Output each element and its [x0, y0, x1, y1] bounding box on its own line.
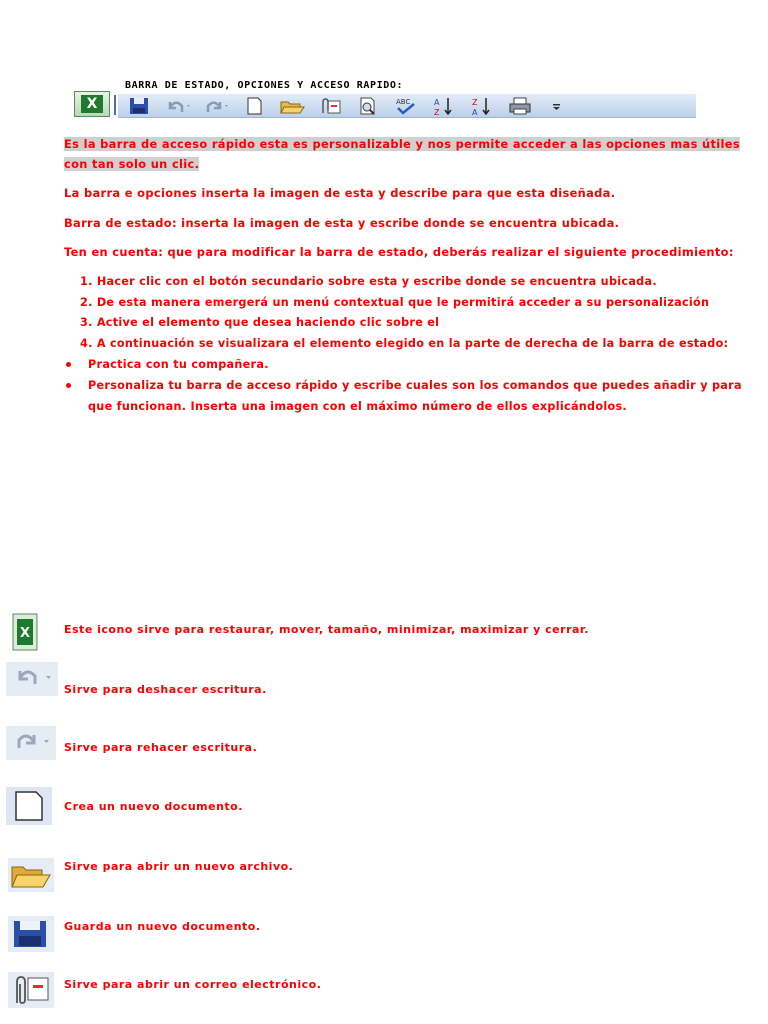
- step-4: 4. A continuación se visualizara el elemento elegido en la parte de derecha de la barra de estado:: [80, 337, 729, 350]
- undo-icon: [6, 662, 58, 696]
- step-2: 2. De esta manera emergerá un menú contextual que le permitirá acceder a su personalización: [80, 296, 710, 309]
- new-document-icon: [6, 787, 52, 825]
- svg-text:A: A: [472, 107, 478, 116]
- legend-save-text: Guarda un nuevo documento.: [64, 920, 261, 933]
- legend-undo-text: Sirve para deshacer escritura.: [64, 683, 267, 696]
- bullet-marker: [66, 383, 71, 388]
- redo-icon: [200, 96, 232, 116]
- open-folder-icon: [8, 858, 54, 892]
- section-heading: BARRA DE ESTADO, OPCIONES Y ACCESO RAPIDO:: [125, 80, 404, 91]
- intro-paragraph: [64, 134, 740, 174]
- bullet-item-2-continued: que funcionan. Inserta una imagen con el máximo número de ellos explicándolos.: [88, 400, 627, 413]
- excel-window-icon: [12, 613, 38, 651]
- bullet-item-1: Practica con tu compañera.: [88, 358, 269, 371]
- bullet-marker: [66, 362, 71, 367]
- step-1: 1. Hacer clic con el botón secundario sobre esta y escribe donde se encuentra ubicada.: [80, 275, 657, 288]
- save-icon: [124, 96, 156, 116]
- svg-text:Z: Z: [434, 107, 440, 116]
- legend-redo-text: Sirve para rehacer escritura.: [64, 741, 258, 754]
- toolbar-separator: [114, 95, 116, 115]
- svg-text:Z: Z: [472, 97, 478, 107]
- attach-email-icon: [314, 96, 346, 116]
- save-icon: [8, 916, 54, 952]
- paragraph-status-bar: Barra de estado: inserta la imagen de esta y escribe donde se encuentra ubicada.: [64, 216, 620, 230]
- bullet-item-2: Personaliza tu barra de acceso rápido y escribe cuales son los comandos que puedes añadir y para: [88, 379, 742, 392]
- attach-email-icon: [8, 972, 54, 1008]
- spelling-icon: [390, 96, 422, 116]
- customize-dropdown-icon: [542, 96, 574, 116]
- quick-access-toolbar: [118, 94, 696, 118]
- svg-text:X: X: [20, 626, 31, 641]
- legend-excel-window-text: Este icono sirve para restaurar, mover, tamaño, minimizar, maximizar y cerrar.: [64, 623, 589, 636]
- svg-text:A: A: [434, 97, 440, 107]
- print-preview-icon: [352, 96, 384, 116]
- undo-icon: [162, 96, 194, 116]
- print-icon: [504, 96, 536, 116]
- redo-icon: [6, 726, 56, 760]
- sort-ascending-icon: [428, 96, 460, 116]
- step-3: 3. Active el elemento que desea haciendo clic sobre el: [80, 316, 440, 329]
- legend-email-text: Sirve para abrir un correo electrónico.: [64, 978, 322, 991]
- paragraph-options-bar: La barra e opciones inserta la imagen de esta y describe para que esta diseñada.: [64, 186, 616, 200]
- paragraph-note: Ten en cuenta: que para modificar la barra de estado, deberás realizar el siguiente procedimiento:: [64, 245, 734, 259]
- legend-new-document-text: Crea un nuevo documento.: [64, 800, 243, 813]
- intro-line-1: Es la barra de acceso rápido esta es personalizable y nos permite acceder a las opciones mas útiles: [64, 137, 740, 151]
- svg-text:ABC: ABC: [396, 97, 411, 106]
- excel-logo-icon: X: [74, 91, 110, 117]
- legend-open-folder-text: Sirve para abrir un nuevo archivo.: [64, 860, 294, 873]
- new-document-icon: [238, 96, 270, 116]
- intro-line-2: con tan solo un clic.: [64, 157, 200, 171]
- sort-descending-icon: [466, 96, 498, 116]
- open-folder-icon: [276, 96, 308, 116]
